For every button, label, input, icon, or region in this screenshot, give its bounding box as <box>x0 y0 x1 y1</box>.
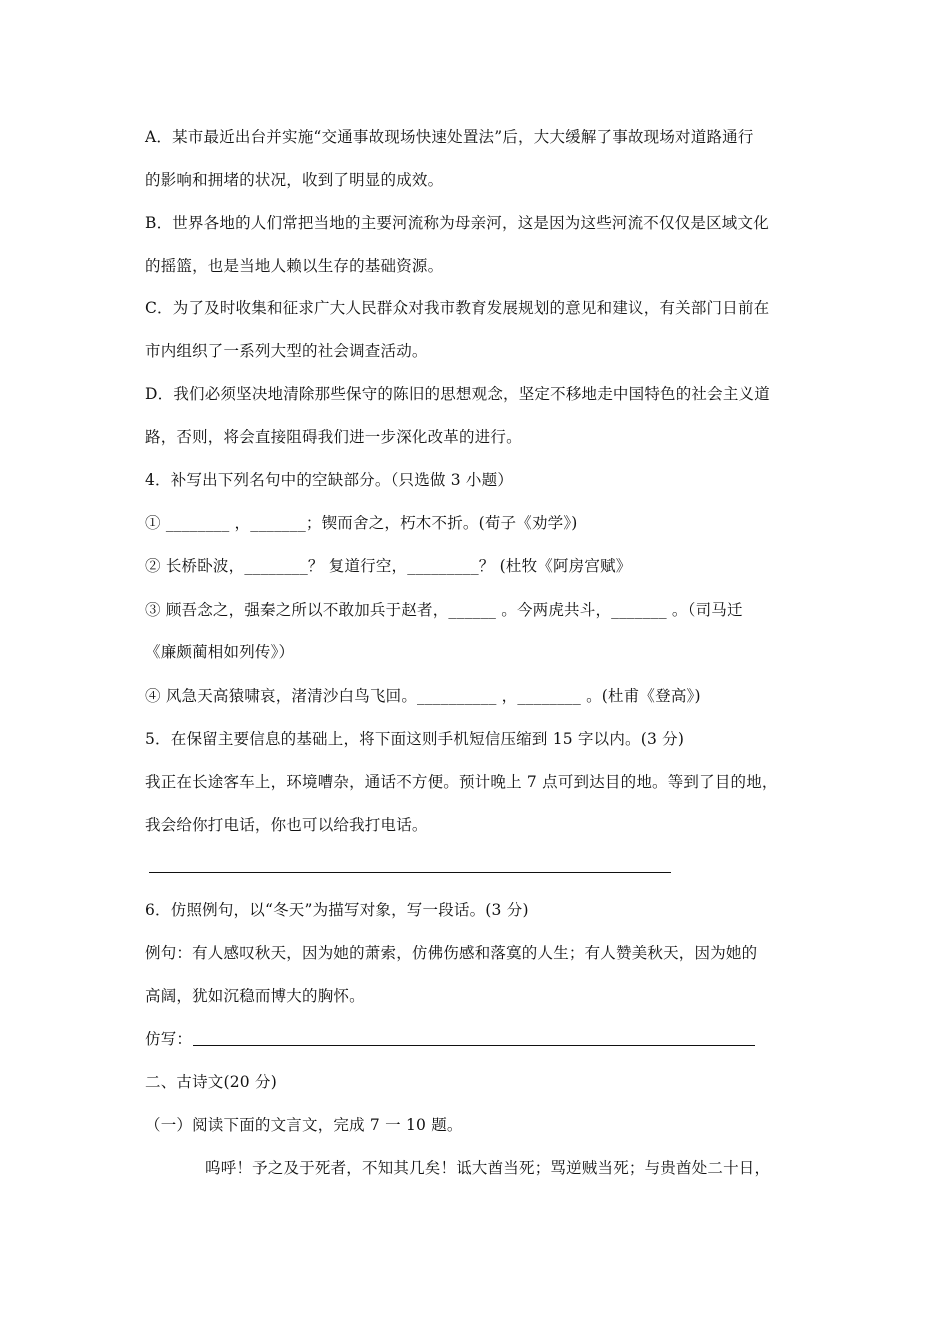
q4-item-4: ④ 风急天高猿啸哀，渚清沙白鸟飞回。__________ ，________ 。(杜甫《登高》) <box>145 687 701 705</box>
q3-option-a-line2: 的影响和拥堵的状况，收到了明显的成效。 <box>145 171 444 189</box>
q6-imitate-label: 仿写： <box>145 1030 193 1048</box>
q6-answer-line[interactable] <box>193 1045 755 1046</box>
q6-example-line1: 例句：有人感叹秋天，因为她的萧索，仿佛伤感和落寞的人生；有人赞美秋天，因为她的 <box>145 944 758 962</box>
q5-prompt: 5．在保留主要信息的基础上，将下面这则手机短信压缩到 15 字以内。(3 分) <box>145 730 685 748</box>
q4-item-1: ① ________ ，_______；锲而舍之，朽木不折。(荀子《劝学》) <box>145 514 578 532</box>
q4-item-3-line2: 《廉颇蔺相如列传》） <box>145 643 295 661</box>
section2-subheading: （一）阅读下面的文言文，完成 7 一 10 题。 <box>145 1116 463 1134</box>
q4-item-3-line1: ③ 顾吾念之，强秦之所以不敢加兵于赵者，______ 。今两虎共斗，_______ 。（司马迁 <box>145 601 743 619</box>
q4-prompt: 4．补写出下列名句中的空缺部分。（只选做 3 小题） <box>145 471 514 489</box>
q3-option-a-line1: A．某市最近出台并实施“交通事故现场快速处置法”后，大大缓解了事故现场对道路通行 <box>145 128 754 146</box>
q3-option-c-line2: 市内组织了一系列大型的社会调查活动。 <box>145 342 428 360</box>
q3-option-b-line2: 的摇篮，也是当地人赖以生存的基础资源。 <box>145 257 444 275</box>
q6-example-line2: 高阔，犹如沉稳而博大的胸怀。 <box>145 987 365 1005</box>
q5-text-line2: 我会给你打电话，你也可以给我打电话。 <box>145 816 428 834</box>
passage-first-line: 呜呼！予之及于死者，不知其几矣！诋大酋当死；骂逆贼当死；与贵酋处二十日， <box>205 1159 771 1177</box>
q3-option-c-line1: C．为了及时收集和征求广大人民群众对我市教育发展规划的意见和建议，有关部门日前在 <box>145 299 770 317</box>
q6-prompt: 6．仿照例句，以“冬天”为描写对象，写一段话。(3 分) <box>145 901 529 919</box>
q5-answer-line[interactable] <box>149 872 671 873</box>
section2-heading: 二、古诗文(20 分) <box>145 1073 277 1091</box>
q3-option-b-line1: B．世界各地的人们常把当地的主要河流称为母亲河，这是因为这些河流不仅仅是区域文化 <box>145 214 769 232</box>
q4-item-2: ② 长桥卧波，________？ 复道行空，_________？ (杜牧《阿房宫赋》 <box>145 557 632 575</box>
q3-option-d-line2: 路，否则，将会直接阻碍我们进一步深化改革的进行。 <box>145 428 522 446</box>
q3-option-d-line1: D．我们必须坚决地清除那些保守的陈旧的思想观念，坚定不移地走中国特色的社会主义道 <box>145 385 770 403</box>
q5-text-line1: 我正在长途客车上，环境嘈杂，通话不方便。预计晚上 7 点可到达目的地。等到了目的地， <box>145 773 778 791</box>
